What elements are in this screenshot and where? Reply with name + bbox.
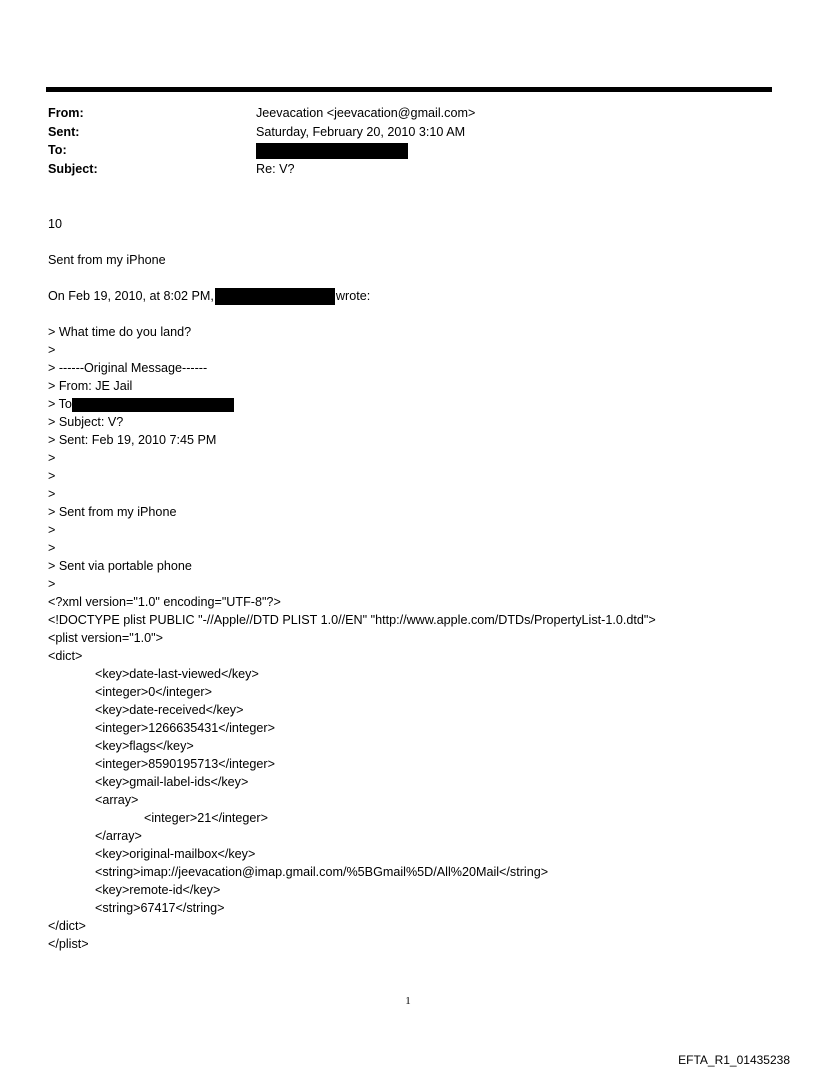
quoted-line: > — [48, 577, 56, 591]
redaction-box — [256, 143, 408, 159]
quoted-line: > — [48, 487, 56, 501]
plist-line: <dict> — [48, 649, 83, 663]
page-number: 1 — [405, 995, 411, 1007]
quoted-to-prefix: > To — [48, 397, 72, 411]
plist-line: <integer>0</integer> — [95, 685, 212, 699]
quoted-line: > Sent via portable phone — [48, 559, 192, 573]
plist-line: <key>flags</key> — [95, 739, 194, 753]
quoted-line: > ------Original Message------ — [48, 361, 208, 375]
on-wrote-line — [48, 287, 808, 305]
quoted-line: > Sent: Feb 19, 2010 7:45 PM — [48, 433, 217, 447]
plist-line: <key>gmail-label-ids</key> — [95, 775, 249, 789]
redaction-box — [215, 288, 335, 305]
from-label: From: — [48, 106, 84, 120]
plist-line: <key>original-mailbox</key> — [95, 847, 256, 861]
signature: Sent from my iPhone — [48, 253, 166, 267]
subject-value: Re: V? — [256, 161, 295, 176]
quoted-line: > — [48, 469, 56, 483]
plist-line: <string>imap://jeevacation@imap.gmail.com/%5BGmail%5D/All%20Mail</string> — [95, 865, 549, 879]
plist-line: <?xml version="1.0" encoding="UTF-8"?> — [48, 595, 281, 609]
quoted-line: > From: JE Jail — [48, 379, 133, 393]
quoted-line: > — [48, 541, 56, 555]
quoted-line: > — [48, 523, 56, 537]
plist-line: <integer>21</integer> — [144, 811, 268, 825]
plist-line: <integer>8590195713</integer> — [95, 757, 275, 771]
quoted-line — [48, 395, 808, 413]
sent-value: Saturday, February 20, 2010 3:10 AM — [256, 124, 466, 139]
email-body — [48, 215, 808, 953]
plist-line: <!DOCTYPE plist PUBLIC "-//Apple//DTD PLIST 1.0//EN" "http://www.apple.com/DTDs/PropertyList-1.0.dtd"> — [48, 613, 656, 627]
header-rule — [46, 87, 772, 92]
to-label: To: — [48, 143, 67, 157]
on-wrote-suffix: wrote: — [335, 289, 371, 303]
plist-line: </array> — [95, 829, 142, 843]
quoted-line: > What time do you land? — [48, 325, 192, 339]
sent-label: Sent: — [48, 124, 80, 139]
on-wrote-prefix: On Feb 19, 2010, at 8:02 PM, — [48, 289, 214, 303]
quoted-line: > Subject: V? — [48, 415, 124, 429]
plist-line: <key>remote-id</key> — [95, 883, 221, 897]
plist-line: <plist version="1.0"> — [48, 631, 164, 645]
document-id: EFTA_R1_01435238 — [678, 1053, 790, 1067]
plist-line: </plist> — [48, 937, 89, 951]
quoted-line: > Sent from my iPhone — [48, 505, 177, 519]
to-value — [256, 143, 408, 159]
quoted-line: > — [48, 343, 56, 357]
quoted-line: > — [48, 451, 56, 465]
reply-text: 10 — [48, 217, 63, 231]
plist-line: <array> — [95, 793, 139, 807]
subject-label: Subject: — [48, 161, 98, 176]
plist-line: </dict> — [48, 919, 86, 933]
plist-line: <string>67417</string> — [95, 901, 225, 915]
plist-line: <key>date-received</key> — [95, 703, 244, 717]
from-value: Jeevacation <jeevacation@gmail.com> — [256, 106, 476, 120]
plist-line: <key>date-last-viewed</key> — [95, 667, 259, 681]
redaction-box — [72, 398, 234, 412]
plist-line: <integer>1266635431</integer> — [95, 721, 275, 735]
